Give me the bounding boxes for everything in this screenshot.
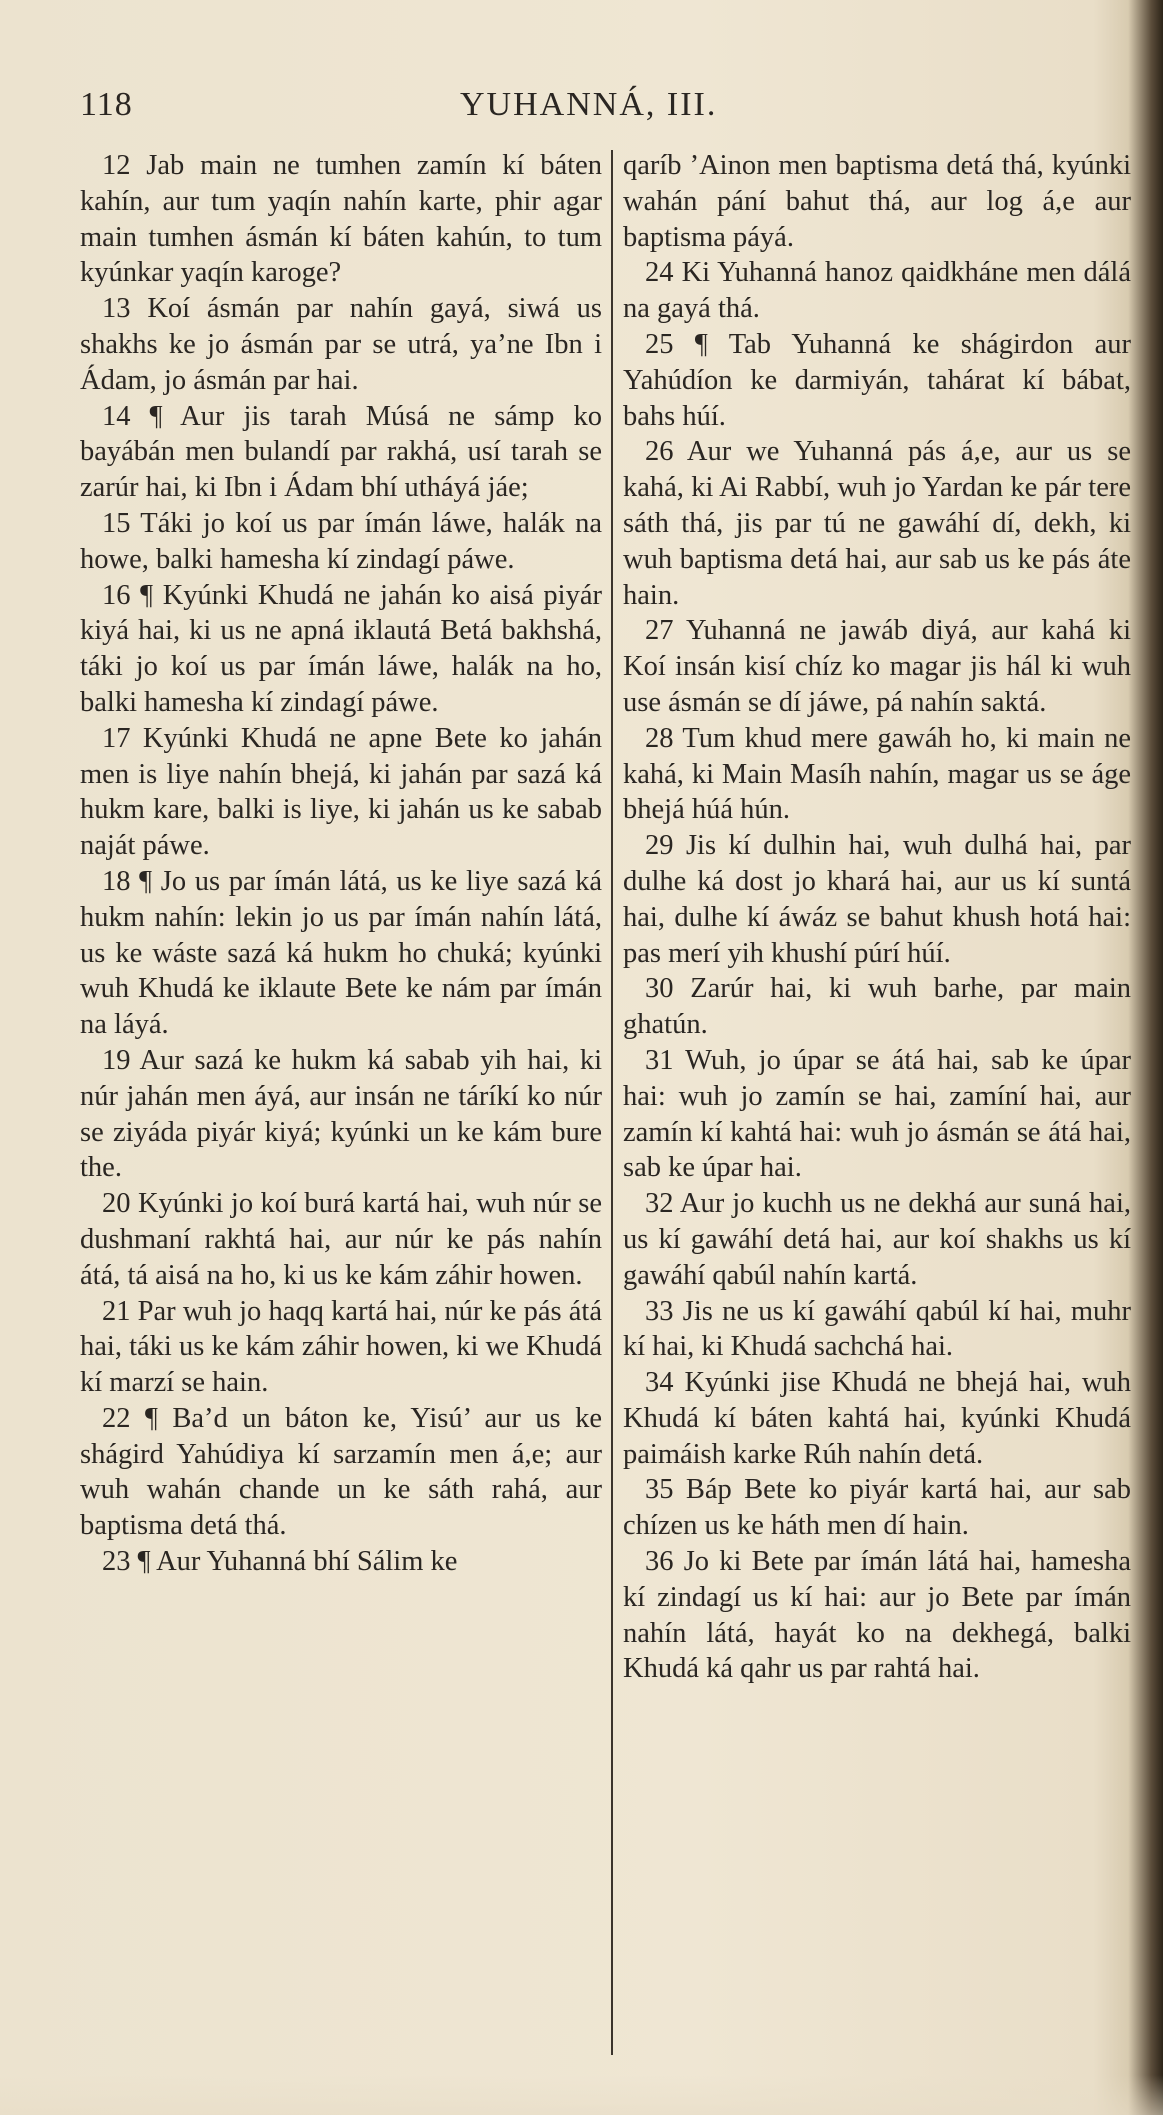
verse-21: 21 Par wuh jo haqq kartá hai, núr ke pás átá hai, táki us ke kám záhir howen, ki we Khudá kí marzí se hain.: [80, 1295, 602, 1399]
left-column: [80, 148, 602, 1580]
verse-17: 17 Kyúnki Khudá ne apne Bete ko jahán men is liye nahín bhejá, ki jahán par sazá ká hukm kare, balki is liye, ki jahán us ke sabab naját páwe.: [80, 722, 602, 862]
verse-28: 28 Tum khud mere gawáh ho, ki main ne kahá, ki Main Masíh nahín, magar us se áge bhejá húá hún.: [623, 722, 1131, 826]
column-divider: [611, 150, 613, 2055]
verse-15: 15 Táki jo koí us par ímán láwe, halák na howe, balki hamesha kí zindagí páwe.: [80, 507, 602, 575]
verse-26: 26 Aur we Yuhanná pás á,e, aur us se kahá, ki Ai Rabbí, wuh jo Yardan ke pár tere sáth thá, jis par tú ne gawáhí dí, dekh, ki wuh baptisma detá hai, aur sab us ke pás áte hain.: [623, 436, 1131, 611]
verse-12: 12 Jab main ne tumhen zamín kí báten kahín, aur tum yaqín nahín karte, phir agar main tumhen ásmán kí báten kahún, to tum kyúnkar yaqín karoge?: [80, 150, 602, 289]
verse-32: 32 Aur jo kuchh us ne dekhá aur suná hai, us kí gawáhí detá hai, aur koí shakhs us kí gawáhí qabúl nahín kartá.: [623, 1188, 1131, 1291]
verse-35: 35 Báp Bete ko piyár kartá hai, aur sab chízen us ke háth men dí hain.: [623, 1474, 1131, 1542]
verse-34: 34 Kyúnki jise Khudá ne bhejá hai, wuh Khudá kí báten kahtá hai, kyúnki Khudá paimáish karke Rúh nahín detá.: [623, 1367, 1131, 1470]
verse-25: 25 ¶ Tab Yuhanná ke shágirdon aur Yahúdíon ke darmiyán, tahárat kí bábat, bahs húí.: [623, 328, 1131, 432]
verse-29: 29 Jis kí dulhin hai, wuh dulhá hai, par dulhe ká dost jo khará hai, aur us kí suntá hai, dulhe kí áwáz se bahut khush hotá hai: pas merí yih khushí púrí húí.: [623, 830, 1131, 969]
verse-14: 14 ¶ Aur jis tarah Músá ne sámp ko bayábán men bulandí par rakhá, usí tarah se zarúr hai, ki Ibn i Ádam bhí utháyá jáe;: [80, 400, 602, 504]
verse-22: 22 ¶ Ba’d un báton ke, Yisú’ aur us ke shágird Yahúdiya kí sarzamín men á,e; aur wuh wahán chande un ke sáth rahá, aur baptisma detá thá.: [80, 1402, 602, 1542]
verse-18: 18 ¶ Jo us par ímán látá, us ke liye sazá ká hukm nahín: lekin jo us par ímán nahín látá, us ke wáste sazá ká hukm ho chuká; kyúnki wuh Khudá ke iklaute Bete ke nám par ímán na láyá.: [80, 865, 602, 1041]
running-head: YUHANNÁ, III.: [460, 86, 718, 123]
verse-13: 13 Koí ásmán par nahín gayá, siwá us shakhs ke jo ásmán par se utrá, ya’ne Ibn i Ádam, jo ásmán par hai.: [80, 293, 602, 396]
verse-36: 36 Jo ki Bete par ímán látá hai, hamesha kí zindagí us kí hai: aur jo Bete par ímán nahín látá, hayát ko na dekhegá, balki Khudá ká qahr us par rahtá hai.: [623, 1546, 1131, 1685]
verse-20: 20 Kyúnki jo koí burá kartá hai, wuh núr se dushmaní rakhtá hai, aur núr ke pás nahín átá, tá aisá na ho, ki us ke kám záhir howen.: [80, 1188, 602, 1291]
verse-16: 16 ¶ Kyúnki Khudá ne jahán ko aisá piyár kiyá hai, ki us ne apná iklautá Betá bakhshá, táki jo koí us par ímán láwe, halák na ho, balki hamesha kí zindagí páwe.: [80, 579, 602, 718]
verse-31: 31 Wuh, jo úpar se átá hai, sab ke úpar hai: wuh jo zamín se hai, zamíní hai, aur zamín kí kahtá hai: wuh jo ásmán se átá hai, sab ke úpar hai.: [623, 1044, 1131, 1184]
page-number: 118: [80, 86, 133, 123]
verse-23-start: 23 ¶ Aur Yuhanná bhí Sálim ke: [102, 1546, 458, 1578]
verse-30: 30 Zarúr hai, ki wuh barhe, par main ghatún.: [623, 973, 1131, 1041]
verse-24: 24 Ki Yuhanná hanoz qaidkháne men dálá na gayá thá.: [623, 257, 1131, 325]
verse-33: 33 Jis ne us kí gawáhí qabúl kí hai, muhr kí hai, ki Khudá sachchá hai.: [623, 1295, 1131, 1363]
page-edge-shade: [0, 2075, 1163, 2115]
verse-19: 19 Aur sazá ke hukm ká sabab yih hai, ki núr jahán men áyá, aur insán ne táríkí ko núr se ziyáda piyár kiyá; kyúnki un ke kám bure the.: [80, 1044, 602, 1184]
verse-27: 27 Yuhanná ne jawáb diyá, aur kahá ki Koí insán kisí chíz ko magar jis hál ki wuh use ásmán se dí jáwe, pá nahín saktá.: [623, 615, 1131, 718]
right-column: [623, 148, 1131, 1687]
verse-23-continued: qaríb ’Ainon men baptisma detá thá, kyúnki wahán pání bahut thá, aur log á,e aur baptisma páyá.: [623, 150, 1131, 253]
